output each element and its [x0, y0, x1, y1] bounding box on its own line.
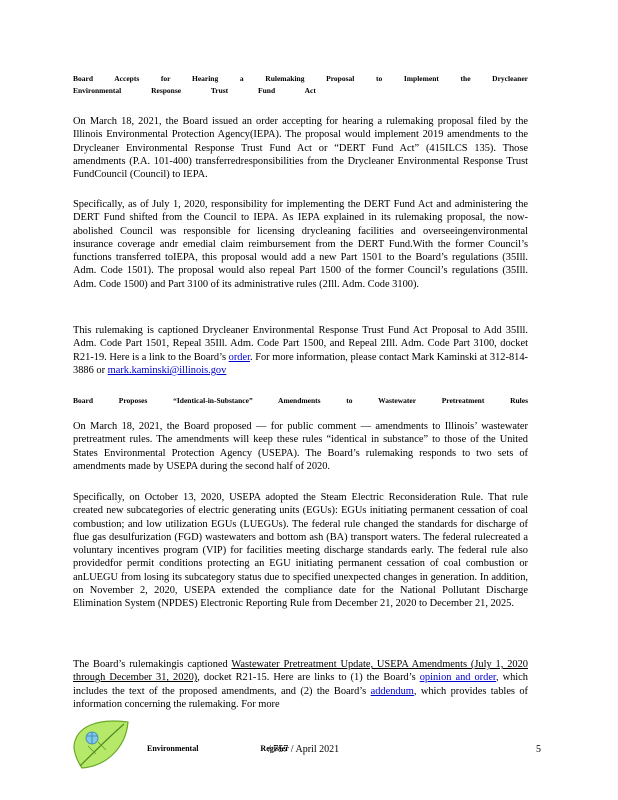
paragraph: Specifically, as of July 1, 2020, responsibility for implementing the DERT Fund Act and administering the DERT Fund shifted from the Council to IEPA. As IEPA explained in its rulemaking proposal, the now-abolished Council was responsible for licensing drycleaning facilities and overseeingenvironmental insurance coverage andr emedial claim reimbursement from the DERT Fund.With the former Council’s functions transferred toIEPA, this proposal would add a new Part 1501 to the Board’s regulations (35Ill. Adm. Code 1501). The proposal would also repeal Part 1500 of the former Council’s regulations (35Ill. Adm. Code 1500) and Part 3100 of its administrative rules (2Ill. Adm. Code 3100). — [73, 199, 528, 290]
page-footer — [0, 742, 618, 772]
email-link[interactable]: mark.kaminski@illinois.gov — [107, 364, 227, 376]
addendum-link[interactable]: addendum — [370, 685, 414, 697]
footer-publication: Environmental Register — [147, 744, 289, 753]
rulemaking-caption: Wastewater Pretreatment Update, USEPA Amendments (July 1, 2020 through December 31, 2020) — [73, 659, 528, 684]
footer-issue: / 757 / April 2021 — [268, 744, 340, 755]
paragraph-text: This rulemaking is captioned Drycleaner Environmental Response Trust Fund Act Proposal to Add 35Ill. Adm. Code Part 1501, Repeal 35Ill. Adm. Code Part 1500, and Repeal 2Ill. Adm. Code Part 3100, docket R21-19. Here is a link to the Board’s — [73, 325, 528, 363]
page-number: 5 — [536, 744, 541, 755]
paragraph: Specifically, on October 13, 2020, USEPA adopted the Steam Electric Reconsideration Rule. That rule created new subcategories of electric generating units (EGUs): EGUs initiating permanent cessation of coal combustion; and low utilization EGUs (LUEGUs). The federal rule changed the standards for discharge of flue gas desulfurization (FGD) wastewaters and bottom ash (BA) transport waters. The federal rulecreated a voluntary incentives program (VIP) for facilities meeting discharge standards early. The federal rule also providedfor permit conditions protecting an EGU initiating permanent cessation of coal combustion or anLUEGU from losing its subcategory status due to specified unexpected changes in generation. In addition, on November 2, 2020, USEPA extended the compliance date for the National Pollutant Discharge Elimination System (NPDES) Electronic Reporting Rule from December 21, 2020 to December 21, 2025. — [73, 492, 528, 610]
order-link[interactable]: order — [228, 351, 250, 363]
paragraph-text: The Board’s rulemakingis captioned — [73, 659, 232, 670]
paragraph-text: , which provides tables of information concerning the rulemaking. For more — [73, 685, 528, 710]
section-heading-wastewater: Board Proposes “Identical-in-Substance” Amendments to Wastewater Pretreatment Rules — [73, 396, 528, 405]
paragraph: On March 18, 2021, the Board proposed — for public comment — amendments to Illinois’ wastewater pretreatment rules. The amendments will keep these rules “identical in substance” to those of the United States Environmental Protection Agency (USEPA). The Board’s rulemaking responds to two sets of amendments made by USEPA during the second half of 2020. — [73, 421, 528, 472]
paragraph-text: . For more information, please contact Mark Kaminski at 312-814-3886 or — [73, 351, 528, 376]
section-heading-drycleaner — [73, 73, 528, 97]
paragraph-text: , docket R21-15. Here are links to (1) the Board’s — [197, 672, 420, 684]
paragraph: On March 18, 2021, the Board issued an order accepting for hearing a rulemaking proposal filed by the Illinois Environmental Protection Agency(IEPA). The proposal would implement 2019 amendments to the Drycleaner Environmental Response Trust Fund Act or “DERT Fund Act” (415ILCS 135). Those amendments (P.A. 101-400) transferredresponsibilities from the Drycleaner Environmental Response Trust FundCouncil (Council) to IEPA. — [73, 116, 528, 181]
paragraph-text: , which includes the text of the proposed amendments, and (2) the Board’s — [73, 672, 528, 697]
paragraph — [73, 324, 528, 377]
opinion-and-order-link[interactable]: opinion and order — [419, 672, 496, 684]
heading-line-1: Board Accepts for Hearing a Rulemaking Proposal to Implement the Drycleaner — [73, 74, 528, 83]
paragraph — [73, 658, 528, 711]
heading-line-2: Environmental Response Trust Fund Act — [73, 86, 316, 95]
